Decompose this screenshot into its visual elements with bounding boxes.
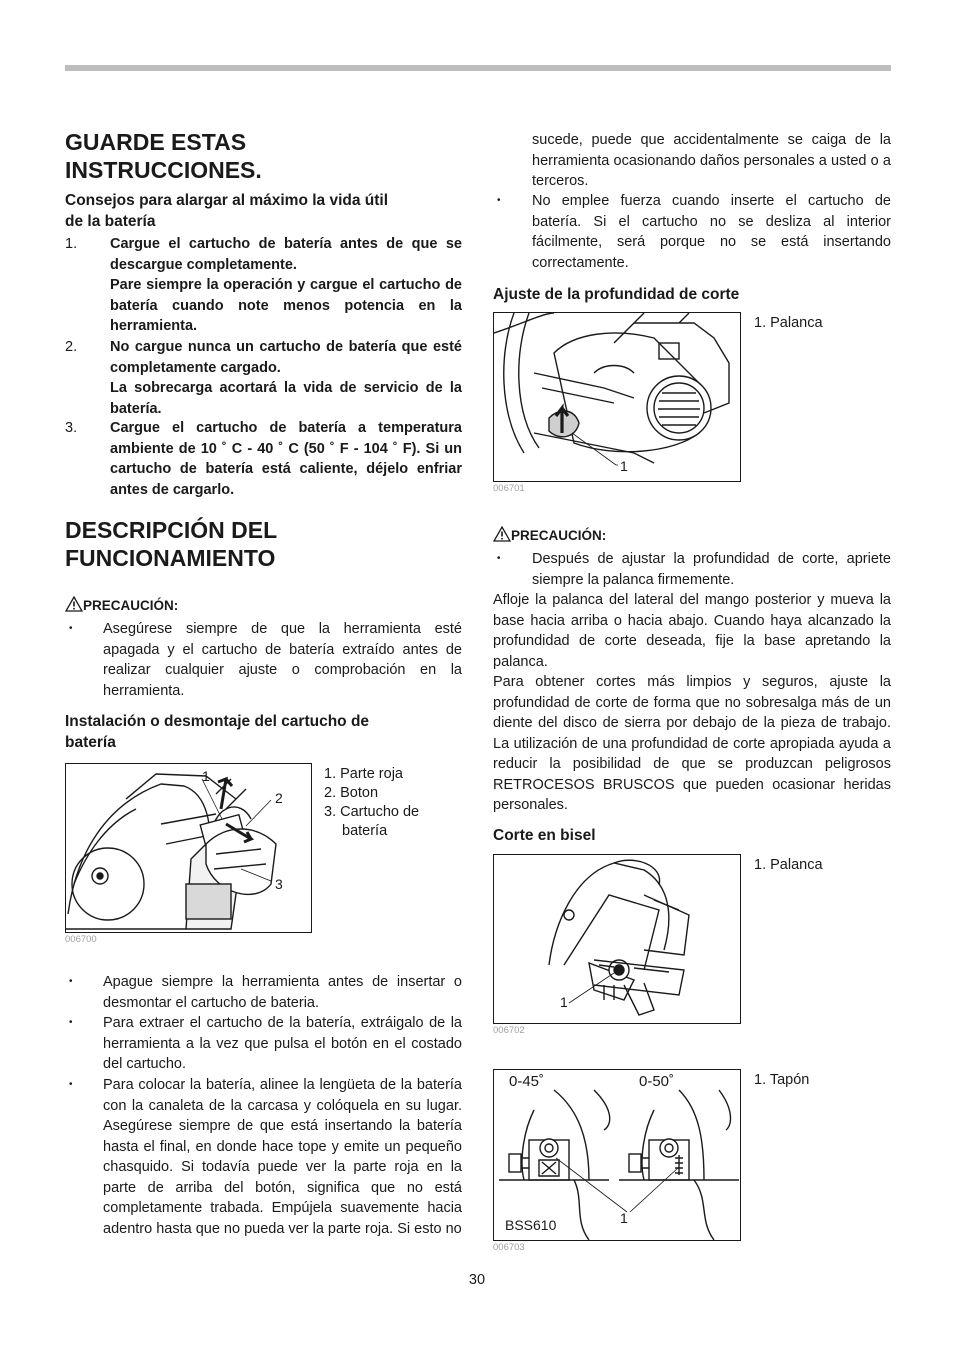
list-text xyxy=(110,234,462,337)
figure-battery-install xyxy=(65,763,312,933)
list-text xyxy=(110,337,462,419)
bullet-dot: • xyxy=(69,1079,73,1090)
bullet-text: Después de ajustar la profundidad de corte, apriete siempre la palanca firmemente. xyxy=(532,551,891,588)
warning-icon xyxy=(65,596,83,612)
bullet-dot: • xyxy=(497,553,501,564)
bevel-lever-illustration xyxy=(494,855,741,1024)
subtitle-line: de la batería xyxy=(65,213,156,230)
title-line: DESCRIPCIÓN DEL xyxy=(65,517,278,543)
figure-legend: 1. Palanca xyxy=(754,315,823,331)
list-number: 1. xyxy=(65,236,78,252)
bullet-item xyxy=(65,1013,462,1075)
subtitle-instalacion xyxy=(65,711,462,753)
figure-code: 006703 xyxy=(493,1242,525,1253)
warning-icon xyxy=(493,526,511,542)
figure-callout: 1 xyxy=(620,1210,628,1226)
legend-line: 2. Boton xyxy=(324,785,379,801)
title-line: INSTRUCCIONES. xyxy=(65,157,262,183)
bullet-dot: • xyxy=(69,976,73,987)
list-text-line: Pare siempre la operación y cargue el cartucho de batería cuando note menos potencia en la herramienta. xyxy=(110,277,462,334)
bullet-text: Para extraer el cartucho de la batería, extráigalo de la herramienta a la vez que pulsa el botón en el costado del cartucho. xyxy=(103,1015,462,1072)
bullet-item xyxy=(493,549,891,591)
figure-bevel-stopper xyxy=(493,1069,741,1241)
subtitle-line: Consejos para alargar al máximo la vida útil xyxy=(65,192,389,209)
bullet-dot: • xyxy=(69,1017,73,1028)
caution-heading xyxy=(493,526,606,545)
section-title-descripcion xyxy=(65,516,277,572)
bullet-dot: • xyxy=(497,195,501,206)
figure-callout: 1 xyxy=(620,458,628,474)
bullet-text: Para colocar la batería, alinee la lengüeta de la batería con la canaleta de la carcasa y colóquela en su lugar. Asegúrese siempre de que está insertando la batería hasta el final, en donde hace tope y emite un pequeño chasquido. Si todavía puede ver la parte roja en la parte de arriba del botón, significa que no está completamente trabada. Empújela suavemente hacia adentro hasta que no pueda ver la parte roja. Si esto no xyxy=(103,1077,462,1237)
legend-line: batería xyxy=(342,823,388,839)
figure-code: 006700 xyxy=(65,934,97,945)
continued-text: sucede, puede que accidentalmente se caiga de la herramienta ocasionando daños personales a usted o a terceros. xyxy=(532,132,891,189)
figure-code: 006701 xyxy=(493,483,525,494)
model-label: BSS610 xyxy=(505,1217,557,1233)
bullet-item xyxy=(65,619,462,701)
figure-callout: 1 xyxy=(560,994,568,1010)
figure-callout: 2 xyxy=(275,790,283,806)
legend-line: 3. Cartucho de xyxy=(324,804,420,820)
depth-lever-illustration xyxy=(494,313,741,482)
figure-callout: 3 xyxy=(275,876,283,892)
list-text-line: Cargue el cartucho de batería antes de que se descargue completamente. xyxy=(110,236,462,273)
title-line: FUNCIONAMIENTO xyxy=(65,545,276,571)
figure-depth-adjust xyxy=(493,312,741,482)
subtitle-line: Instalación o desmontaje del cartucho de xyxy=(65,713,370,730)
bullet-item xyxy=(65,1075,462,1261)
bevel-stopper-illustration xyxy=(494,1070,741,1241)
subtitle-consejos xyxy=(65,190,462,232)
angle-label: 0-50˚ xyxy=(639,1073,675,1090)
figure-legend: 1. Tapón xyxy=(754,1072,810,1088)
bullet-item xyxy=(493,191,891,273)
page-number: 30 xyxy=(468,1272,486,1288)
paragraph: Para obtener cortes más limpios y seguros, ajuste la profundidad de corte de forma que no sobresalga más de un diente del disco de sierra por debajo de la pieza de trabajo. La utilización de una profundidad de corte apropiada ayuda a reducir la posibilidad de que se produzcan peligrosos RETROCESOS BRUSCOS que pueden ocasionar heridas personales. xyxy=(493,674,891,813)
figure-callout: 1 xyxy=(202,768,210,784)
bullet-text: Asegúrese siempre de que la herramienta esté apagada y el cartucho de batería extraído antes de realizar cualquier ajuste o comprobación en la herramienta. xyxy=(103,621,462,699)
list-text-line: No cargue nunca un cartucho de batería que esté completamente cargado. xyxy=(110,339,462,376)
list-item xyxy=(65,418,462,500)
list-item xyxy=(65,234,462,334)
legend-line: 1. Parte roja xyxy=(324,766,403,782)
caution-heading xyxy=(65,596,178,615)
list-item xyxy=(65,337,462,417)
list-number: 2. xyxy=(65,339,78,355)
list-number: 3. xyxy=(65,420,78,436)
title-line: GUARDE ESTAS xyxy=(65,129,247,155)
caution-label: PRECAUCIÓN: xyxy=(511,528,607,543)
angle-label: 0-45˚ xyxy=(509,1073,545,1090)
bullet-text: No emplee fuerza cuando inserte el cartucho de batería. Si el cartucho no se desliza al interior fácilmente, será porque no se está insertando correctamente. xyxy=(532,193,891,271)
bullet-item xyxy=(65,972,462,1014)
bullet-text: Apague siempre la herramienta antes de insertar o desmontar el cartucho de bateria. xyxy=(103,974,462,1011)
figure-bevel-cut xyxy=(493,854,741,1024)
subtitle-profundidad: Ajuste de la profundidad de corte xyxy=(493,286,740,303)
section-title-guarde xyxy=(65,128,262,184)
bullet-dot: • xyxy=(69,623,73,634)
list-text-line: La sobrecarga acortará la vida de servicio de la batería. xyxy=(110,380,462,417)
figure-legend: 1. Palanca xyxy=(754,857,823,873)
caution-label: PRECAUCIÓN: xyxy=(83,598,179,613)
figure-code: 006702 xyxy=(493,1025,525,1036)
subtitle-line: batería xyxy=(65,734,116,751)
header-rule xyxy=(65,65,891,71)
paragraph: Afloje la palanca del lateral del mango posterior y mueva la base hacia arriba o hacia abajo. Cuando haya alcanzado la profundidad de corte deseada, fije la base apretando la palanca. xyxy=(493,592,891,670)
list-text: Cargue el cartucho de batería a temperatura ambiente de 10 ˚ C - 40 ˚ C (50 ˚ F - 104 ˚ F). Si un cartucho de batería está caliente, déjelo enfriar antes de cargarlo. xyxy=(110,420,462,498)
figure-legend xyxy=(324,765,419,841)
subtitle-bisel: Corte en bisel xyxy=(493,827,596,844)
